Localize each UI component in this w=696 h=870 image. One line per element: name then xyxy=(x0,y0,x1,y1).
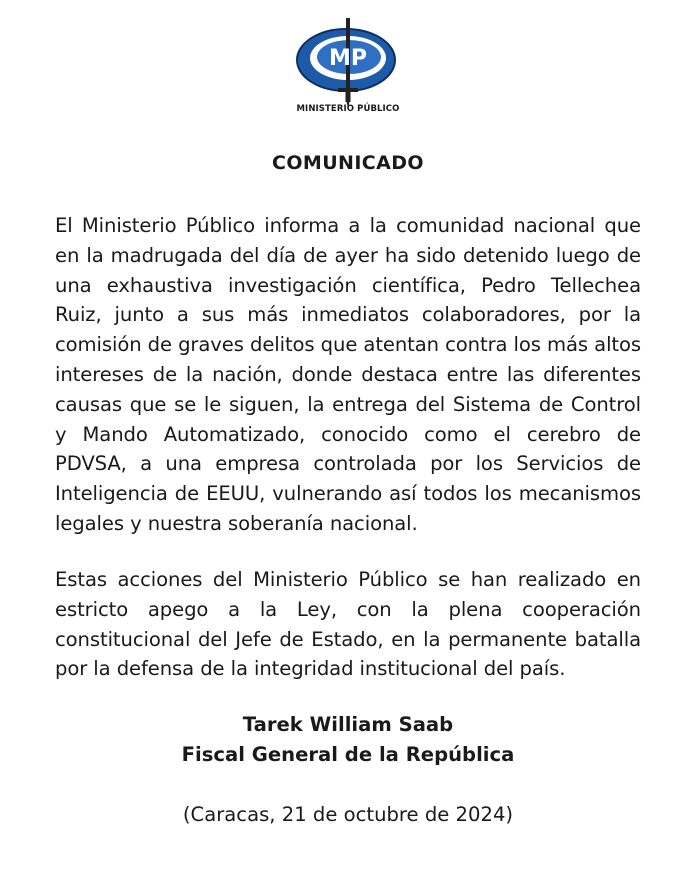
place-and-date: (Caracas, 21 de octubre de 2024) xyxy=(182,803,514,826)
ministerio-publico-emblem-icon xyxy=(280,14,416,118)
body-paragraph-2: Estas acciones del Ministerio Público se han realizado en estricto apego a la Ley, con la plena cooperación constitucional del Jefe de Estado, en la permanente batalla por la defensa de la integridad institucional del país. xyxy=(55,568,641,681)
ministerio-publico-logo xyxy=(280,14,416,118)
logo-monogram: MP xyxy=(328,46,368,71)
logo-caption: MINISTERIO PÚBLICO xyxy=(296,104,400,114)
document-title: COMUNICADO xyxy=(272,152,424,174)
body-paragraph-1: El Ministerio Público informa a la comunidad nacional que en la madrugada del día de ayer ha sido detenido luego de una exhaustiva investigación científica, Pedro Tellechea Ruiz, junto a sus más inmediatos colaboradores, por la comisión de graves delitos que atentan contra los más altos intereses de la nación, donde destaca entre las diferentes causas que se le siguen, la entrega del Sistema de Control y Mando Automatizado, conocido como el cerebro de PDVSA, a una empresa controlada por los Servicios de Inteligencia de EEUU, vulnerando así todos los mecanismos legales y nuestra soberanía nacional. xyxy=(55,214,641,535)
signatory-name: Tarek William Saab xyxy=(242,713,454,736)
signatory-role: Fiscal General de la República xyxy=(181,743,515,766)
